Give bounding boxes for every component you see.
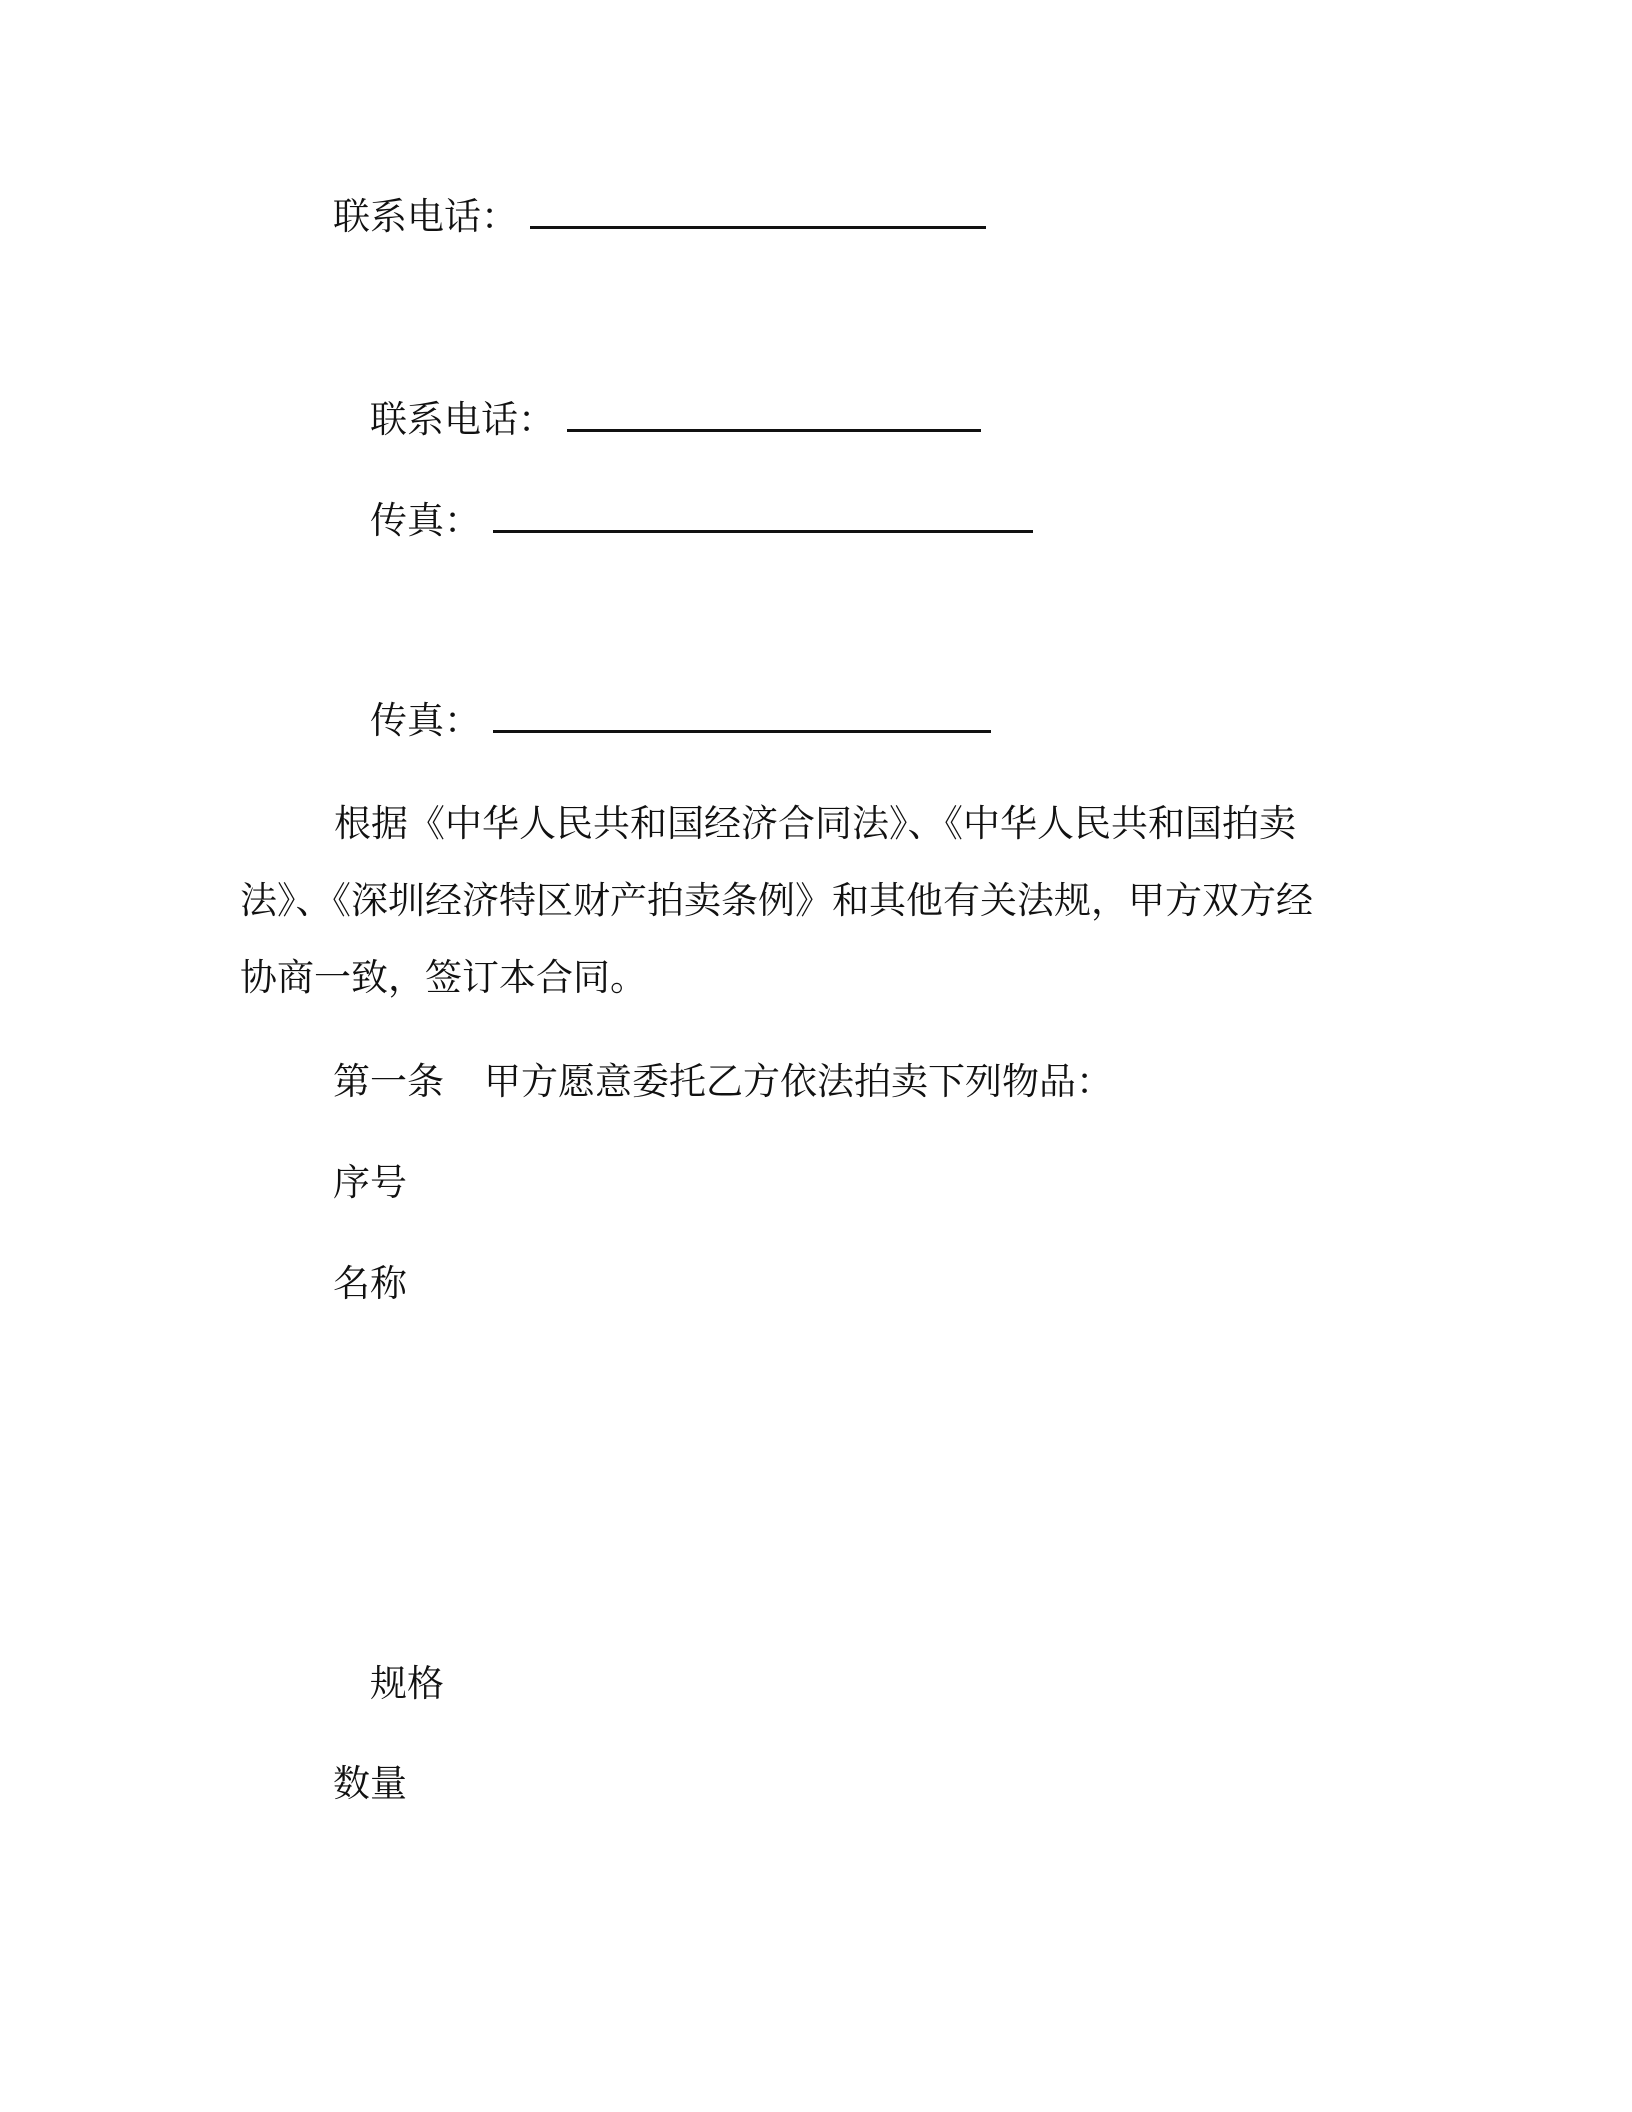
- column-serial: 序号: [333, 1161, 407, 1204]
- preamble-line: 根据《中华人民共和国经济合同法》、《中华人民共和国拍卖: [334, 802, 1296, 845]
- party-a-fax-row: [370, 697, 991, 745]
- fax-label: 传真：: [370, 699, 481, 742]
- fax-label: 传真：: [370, 499, 481, 542]
- preamble-paragraph: [240, 785, 1360, 1016]
- phone-label: 联系电话：: [370, 398, 555, 441]
- column-spec: 规格: [370, 1662, 444, 1705]
- party-b-fax-row: [370, 497, 1033, 545]
- party-a-phone-row: [333, 193, 986, 241]
- fax-blank: [493, 700, 991, 733]
- preamble-line: 协商一致，签订本合同。: [240, 956, 647, 999]
- phone-blank: [530, 196, 986, 229]
- phone-blank: [567, 399, 981, 432]
- article-heading: 第一条: [333, 1060, 444, 1103]
- column-quantity: 数量: [333, 1762, 407, 1805]
- phone-label: 联系电话：: [333, 195, 518, 238]
- article-1: [333, 1058, 1113, 1106]
- fax-blank: [493, 500, 1033, 533]
- party-b-phone-row: [370, 396, 981, 444]
- article-text: 甲方愿意委托乙方依法拍卖下列物品：: [484, 1060, 1113, 1103]
- preamble-line: 法》、《深圳经济特区财产拍卖条例》和其他有关法规，甲方双方经: [240, 879, 1313, 922]
- column-name: 名称: [333, 1262, 407, 1305]
